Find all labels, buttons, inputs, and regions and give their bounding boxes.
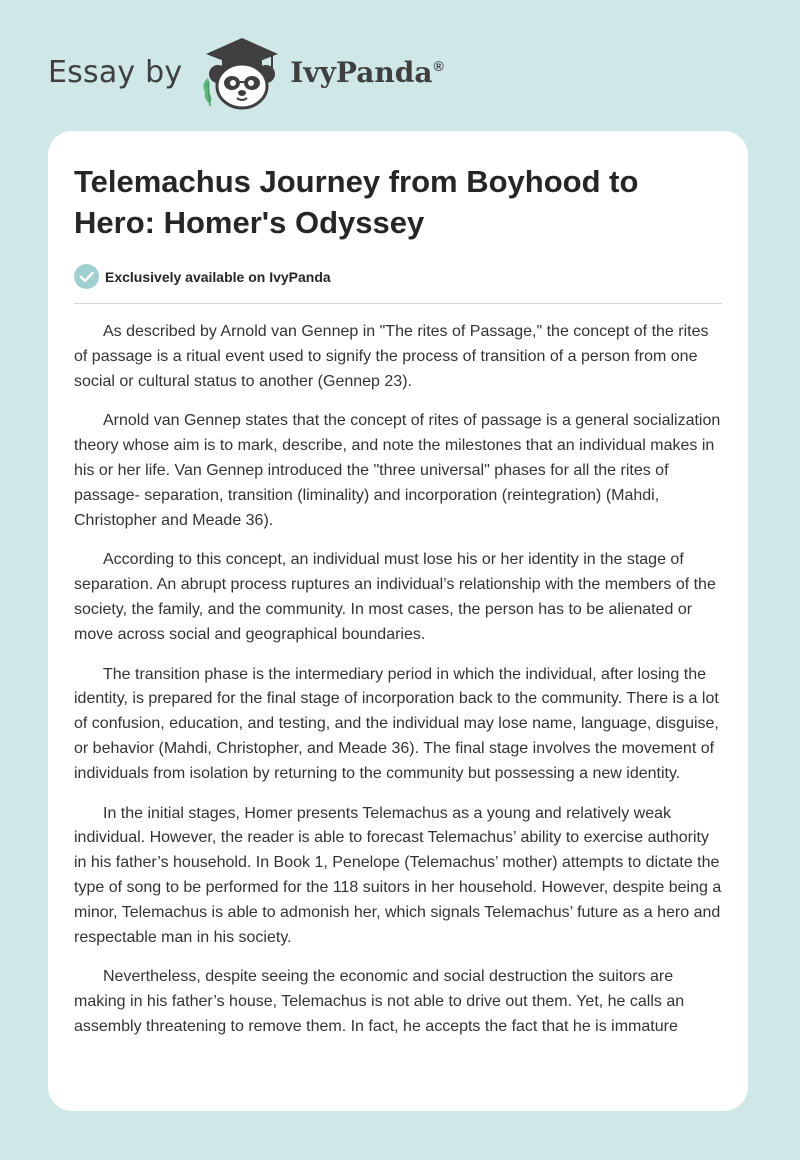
- paragraph: Arnold van Gennep states that the concept of rites of passage is a general socialization theory whose aim is to mark, describe, and note the milestones that an individual makes in his or her life. Van Gennep introduced the "three universal" phases for all the rites of passage- separation, transition (liminality) and incorporation (reintegration) (Mahdi, Christopher and Meade 36).: [74, 412, 721, 529]
- paragraph: The transition phase is the intermediary period in which the individual, after losing the identity, is prepared for the final stage of incorporation back to the community. There is a lot of confusion, education, and testing, and the individual may lose name, language, disguise, or behavior (Mahdi, Christopher, and Meade 36). The final stage involves the movement of individuals from isolation by returning to the community but possessing a new identity.: [74, 665, 719, 782]
- paragraph: As described by Arnold van Gennep in "The rites of Passage," the concept of the rites of passage is a ritual event used to signify the process of transition of a person from one social or cultural status to another (Gennep 23).: [74, 323, 709, 390]
- exclusive-label: Exclusively available on IvyPanda: [105, 268, 331, 285]
- essay-by-label: Essay by: [48, 54, 183, 90]
- paragraph: Nevertheless, despite seeing the economic and social destruction the suitors are making in his father’s house, Telemachus is not able to drive out them. Yet, he calls an assembly threatening to remove them. In fact, he accepts the fact that he is immature: [74, 968, 685, 1035]
- site-header: [48, 32, 444, 112]
- registered-mark: ®: [433, 58, 444, 75]
- essay-title: Telemachus Journey from Boyhood to Hero: Homer's Odyssey: [74, 164, 639, 240]
- exclusive-badge: [74, 264, 331, 289]
- title-divider: [74, 303, 722, 304]
- paragraph: In the initial stages, Homer presents Telemachus as a young and relatively weak individual. However, the reader is able to forecast Telemachus’ ability to exercise authority in his father’s household. In Book 1, Penelope (Telemachus’ mother) attempts to dictate the type of song to be performed for the 118 suitors in her household. However, despite being a minor, Telemachus is able to admonish her, which signals Telemachus’ future as a hero and respectable man in his society.: [74, 804, 722, 946]
- brand-name[interactable]: IvyPanda®: [290, 55, 444, 89]
- paragraph: According to this concept, an individual must lose his or her identity in the stage of separation. An abrupt process ruptures an individual’s relationship with the members of the society, the family, and the community. In most cases, the person has to be alienated or move across social and geographical boundaries.: [74, 551, 716, 643]
- essay-card: [48, 131, 748, 1111]
- panda-graduate-icon[interactable]: [198, 32, 286, 112]
- check-circle-icon: [74, 264, 99, 289]
- essay-body: [74, 320, 724, 1055]
